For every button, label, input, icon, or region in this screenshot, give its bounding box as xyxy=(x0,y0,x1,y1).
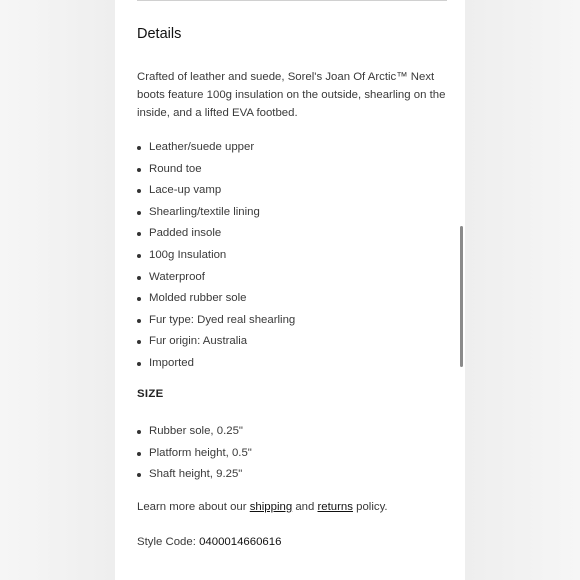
learn-more-text xyxy=(137,501,388,513)
page-background-left xyxy=(0,0,115,580)
style-code-label: Style Code: xyxy=(137,536,196,548)
size-item: Shaft height, 9.25" xyxy=(137,464,252,486)
size-item: Rubber sole, 0.25" xyxy=(137,421,252,443)
feature-item: Lace-up vamp xyxy=(137,180,295,202)
feature-item: Fur type: Dyed real shearling xyxy=(137,310,295,332)
scrollbar-thumb[interactable] xyxy=(460,226,463,367)
learn-more-suffix: policy. xyxy=(356,501,388,513)
shipping-link[interactable]: shipping xyxy=(249,501,293,513)
style-code-value: 0400014660616 xyxy=(199,536,282,548)
learn-more-and: and xyxy=(295,501,315,513)
feature-item: Waterproof xyxy=(137,267,295,289)
feature-item: 100g Insulation xyxy=(137,245,295,267)
product-details-panel xyxy=(115,0,465,580)
style-code xyxy=(137,536,281,548)
returns-link[interactable]: returns xyxy=(317,501,353,513)
feature-item: Padded insole xyxy=(137,223,295,245)
page-background-right xyxy=(465,0,580,580)
size-item: Platform height, 0.5" xyxy=(137,443,252,465)
feature-item: Shearling/textile lining xyxy=(137,202,295,224)
feature-list xyxy=(137,137,295,375)
size-list xyxy=(137,421,252,486)
feature-item: Molded rubber sole xyxy=(137,288,295,310)
feature-item: Imported xyxy=(137,353,295,375)
feature-item: Round toe xyxy=(137,159,295,181)
product-description: Crafted of leather and suede, Sorel's Joan Of Arctic™ Next boots feature 100g insulation on the outside, shearling on the inside, and a lifted EVA footbed. xyxy=(137,71,446,119)
size-heading: SIZE xyxy=(137,388,164,400)
section-divider xyxy=(137,0,447,1)
learn-more-prefix: Learn more about our xyxy=(137,501,247,513)
feature-item: Leather/suede upper xyxy=(137,137,295,159)
feature-item: Fur origin: Australia xyxy=(137,331,295,353)
details-heading: Details xyxy=(137,26,182,42)
